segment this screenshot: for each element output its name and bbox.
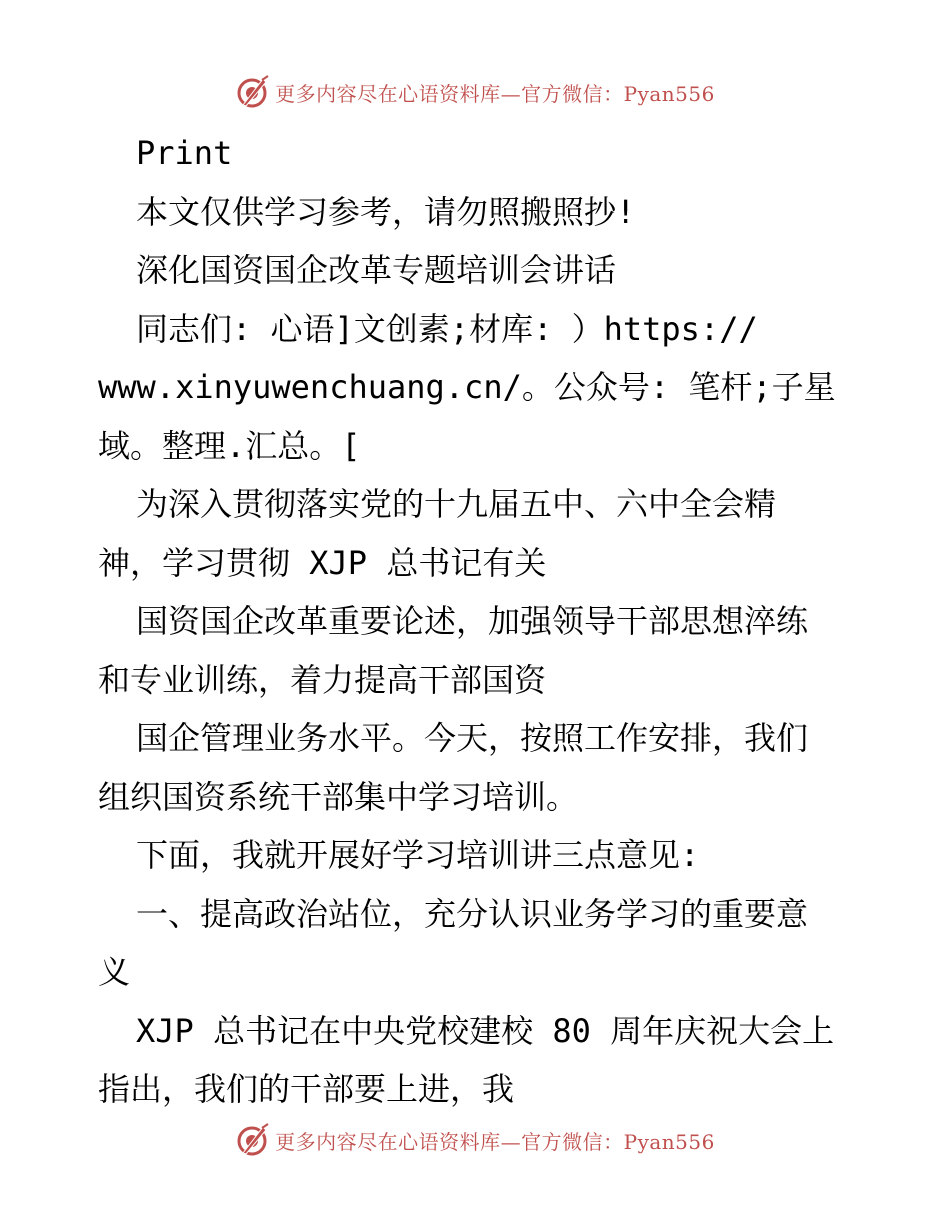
header-banner-text: 更多内容尽在心语资料库—官方微信：Pyan556 (275, 81, 715, 106)
text-line: 为深入贯彻落实党的十九届五中、六中全会精 (136, 485, 777, 523)
text-line: 国资国企改革重要论述，加强领导干部思想淬练 (136, 602, 809, 640)
document-title: 深化国资国企改革专题培训会讲话 (136, 251, 617, 289)
text-line: 神，学习贯彻 XJP 总书记有关 (98, 543, 547, 582)
print-label: Print (136, 134, 233, 172)
text-line: 组织国资系统干部集中学习培训。 (98, 777, 579, 816)
text-line: XJP 总书记在中央党校建校 80 周年庆祝大会上 (136, 1011, 835, 1050)
disclaimer-line: 本文仅供学习参考，请勿照搬照抄! (136, 192, 636, 231)
section-heading: 一、提高政治站位，充分认识业务学习的重要意 (136, 894, 809, 933)
footer-banner-text: 更多内容尽在心语资料库—官方微信：Pyan556 (275, 1129, 715, 1154)
footer-banner (0, 1120, 950, 1160)
salutation-line: 同志们: 心语]文创素;材库: ）https:// (136, 309, 758, 348)
section-heading-cont: 义 (98, 953, 131, 991)
quill-pen-logo-icon (235, 1123, 269, 1157)
quill-pen-logo-icon (235, 75, 269, 109)
text-line: 域。整理.汇总。[ (98, 426, 361, 465)
text-line: www.xinyuwenchuang.cn/。公众号: 笔杆;子星 (98, 368, 836, 406)
text-line: 下面，我就开展好学习培训讲三点意见: (136, 836, 700, 874)
text-line: 和专业训练，着力提高干部国资 (98, 660, 547, 699)
text-line: 指出，我们的干部要上进，我 (98, 1070, 515, 1108)
text-line: 国企管理业务水平。今天，按照工作安排，我们 (136, 719, 809, 757)
header-banner (0, 72, 950, 112)
document-body (98, 124, 868, 1119)
